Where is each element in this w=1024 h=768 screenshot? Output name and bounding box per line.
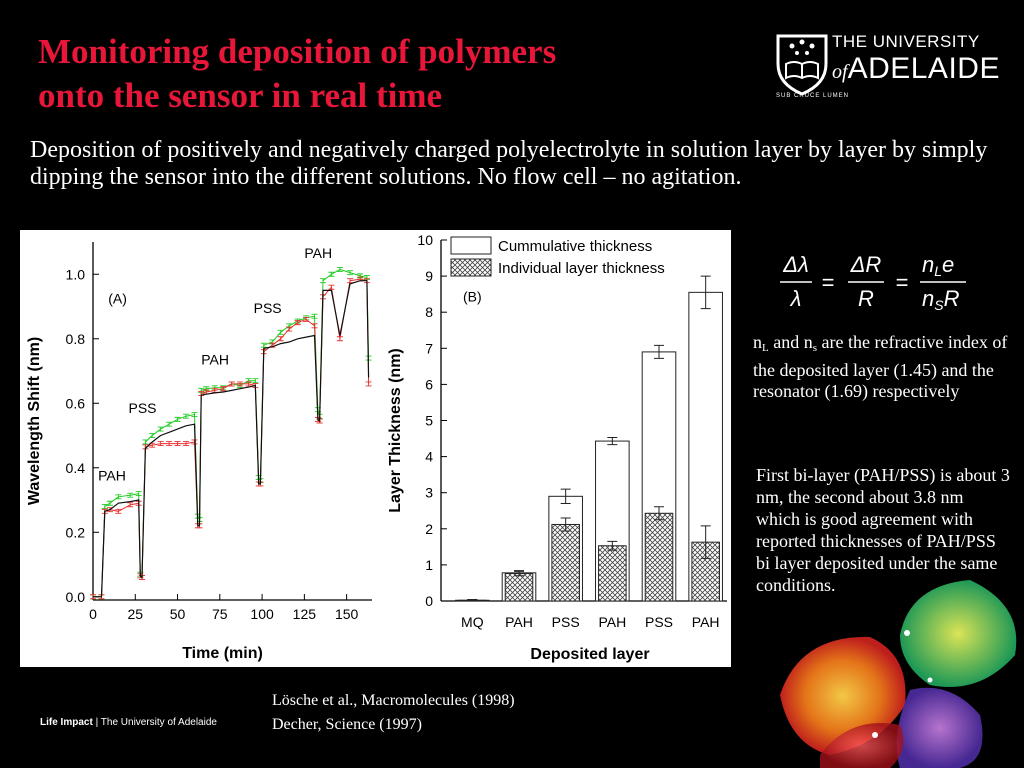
logo-of: of [832,61,848,83]
figure-panel [20,230,731,667]
chart-a-x-tick-label: 25 [127,606,144,622]
chart-a-y-tick-label: 0.8 [65,330,85,347]
chart-b-x-tick-label: PSS [644,614,674,630]
chart-b-y-tick-label: 3 [425,484,433,501]
chart-a-y-label: Wavelength Shift (nm) [26,336,43,506]
chart-b-x-tick-label: PSS [551,614,580,630]
chart-a-annotation: PSS [253,299,282,316]
page-title [38,30,738,118]
chart-a-annotation: PSS [128,399,157,416]
chart-b-legend-swatch [451,237,491,254]
eq-lhs-num: Δλ [783,252,809,277]
chart-a-y-tick-label: 0.2 [65,524,85,541]
chart-b-y-label: Layer Thickness (nm) [387,348,404,513]
eq-lhs-den: λ [790,286,802,311]
chart-a-x-tick-label: 150 [334,606,359,622]
chart-b-x-tick-label: PAH [598,614,627,630]
chart-b-y-tick-label: 7 [425,340,433,357]
chart-b-x-tick-label: PAH [505,614,533,630]
chart-b-x-label: Deposited layer [530,646,650,663]
eq-mid-num: ΔR [850,252,882,277]
chart-a-x-tick-label: 50 [169,606,186,622]
chart-a-y-tick-label: 0.6 [65,395,85,412]
chart-a-series-line [93,269,369,596]
university-crest-icon [774,34,830,96]
chart-a-point [337,337,343,341]
chart-a-x-tick-label: 75 [212,606,228,622]
chart-b-legend-swatch [451,259,491,276]
footer-bold: Life Impact [40,717,93,728]
university-logo [770,30,1000,105]
chart-a-point [366,382,372,386]
chart-b-bar [599,546,627,601]
chart-a-y-tick-label: 0.4 [65,459,85,476]
eq-mid-den: R [858,286,874,311]
chart-a-series-line [93,281,369,597]
eq-rhs-num: nLe [922,252,955,279]
footer-rest: | The University of Adelaide [92,717,217,728]
chart-a-x-tick-label: 100 [250,606,274,622]
eq-sign-1: = [821,270,835,295]
chart-b-panel-label: (B) [463,288,482,305]
chart-a-y-tick-label: 0.0 [65,588,85,605]
chart-a-annotation: PAH [98,467,126,484]
chart-a-point [347,271,353,275]
decorative-petals [760,575,1024,768]
chart-a [26,242,372,662]
logo-name: ADELAIDE [847,52,1000,85]
footer [40,717,217,728]
equation [776,248,976,320]
chart-b-y-tick-label: 9 [425,268,433,285]
chart-b-y-tick-label: 10 [417,232,433,248]
chart-a-y-tick-label: 1.0 [65,266,85,283]
chart-b-legend-label: Individual layer thickness [498,260,665,277]
logo-line-2 [832,52,1000,86]
bilayer-note: First bi-layer (PAH/PSS) is about 3 nm, the second about 3.8 nm which is good agreement with reported thicknesses of PAH/PSS bi layer deposited under the same conditions. [756,465,1010,595]
references [272,689,515,737]
chart-b-y-tick-label: 8 [425,304,433,321]
refractive-index-note: $n_L$ and $n_s$ are the refractive index of the deposited layer (1.45) and the resonator (1.69) respectively [753,332,1008,401]
chart-a-x-tick-label: 125 [292,606,317,622]
chart-b-x-tick-label: MQ [461,614,484,630]
title-line-2: onto the sensor in real time [38,76,443,115]
logo-motto: SUB CRUCE LUMEN [776,93,850,99]
title-line-1: Monitoring deposition of polymers [38,32,557,71]
chart-a-series-line [93,279,369,597]
chart-b-bar [645,513,673,601]
chart-b-y-tick-label: 6 [425,376,433,393]
chart-b-y-tick-label: 1 [425,556,433,573]
eq-sign-2: = [895,270,909,295]
chart-b-bar [505,574,533,601]
chart-b-y-tick-label: 2 [425,520,433,537]
reference-2: Decher, Science (1997) [272,716,422,733]
chart-a-annotation: PAH [201,351,229,368]
chart-b-y-tick-label: 5 [425,412,433,429]
chart-a-point [328,285,334,289]
chart-a-annotation: PAH [304,245,333,262]
chart-b-bar [552,524,580,601]
reference-1: Lösche et al., Macromolecules (1998) [272,692,515,709]
chart-a-x-label: Time (min) [182,645,263,662]
chart-a-x-tick-label: 0 [89,606,97,622]
chart-a-point [261,343,267,347]
chart-b-x-tick-label: PAH [691,614,720,630]
logo-line-1: THE UNIVERSITY [832,32,980,51]
intro-text: Deposition of positively and negatively charged polyelectrolyte in solution layer by layer by simply dipping the sensor into the different solutions. No flow cell – no agitation. [30,137,988,190]
eq-rhs-den: nSR [922,286,960,313]
chart-b-legend-label: Cummulative thickness [498,238,653,255]
chart-b-y-tick-label: 0 [425,593,433,609]
chart-a-panel-label: (A) [108,290,127,307]
figure-svg [20,230,731,667]
chart-b [387,232,727,663]
chart-b-y-tick-label: 4 [425,448,433,465]
